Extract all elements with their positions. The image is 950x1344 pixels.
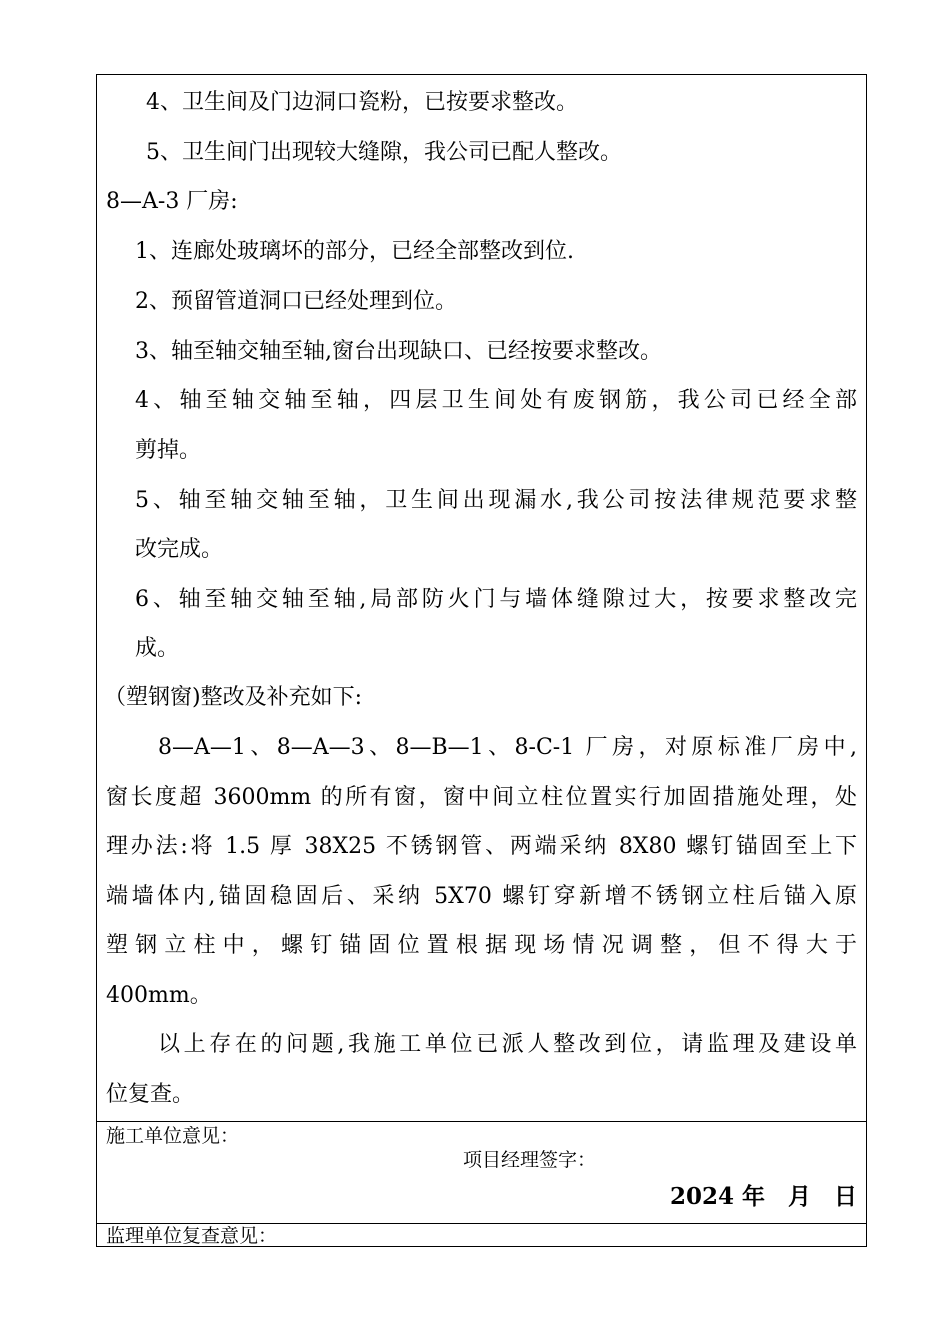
paragraph-line: 窗长度超 3600mm 的所有窗，窗中间立柱位置实行加固措施处理，处 [106, 785, 857, 810]
paragraph-line: 端墙体内,锚固稳固后、采纳 5X70 螺钉穿新增不锈钢立柱后锚入原 [106, 884, 857, 909]
paragraph-line: 以上存在的问题,我施工单位已派人整改到位，请监理及建设单 [158, 1032, 857, 1057]
paragraph-line: 8—A—1、8—A—3、8—B—1、8-C-1 厂房，对原标准厂房中, [158, 735, 857, 760]
paragraph-line: 5、卫生间门出现较大缝隙，我公司已配人整改。 [146, 140, 622, 165]
section-heading: 8—A-3 厂房: [106, 189, 238, 214]
section-divider [97, 1223, 866, 1224]
paragraph-line: 2、预留管道洞口已经处理到位。 [135, 289, 457, 314]
date-line: 2024 年 月 日 [669, 1183, 857, 1210]
paragraph-line: 3、轴至轴交轴至轴,窗台出现缺口、已经按要求整改。 [135, 339, 662, 364]
paragraph-line: 改完成。 [135, 537, 224, 562]
section-heading: （塑钢窗)整改及补充如下: [104, 685, 362, 710]
supervision-opinion-label: 监理单位复查意见： [106, 1225, 278, 1247]
paragraph-line: 塑钢立柱中，螺钉锚固位置根据现场情况调整，但不得大于 [106, 933, 857, 958]
signature-label: 项目经理签字： [463, 1149, 597, 1171]
paragraph-line: 理办法:将 1.5 厚 38X25 不锈钢管、两端采纳 8X80 螺钉锚固至上下 [106, 834, 857, 859]
paragraph-line: 剪掉。 [135, 438, 202, 463]
paragraph-line: 4、卫生间及门边洞口瓷粉，已按要求整改。 [146, 90, 578, 115]
paragraph-line: 4、轴至轴交轴至轴，四层卫生间处有废钢筋，我公司已经全部 [135, 388, 857, 413]
section-divider [97, 1121, 866, 1122]
paragraph-line: 6、轴至轴交轴至轴,局部防火门与墙体缝隙过大，按要求整改完 [135, 587, 857, 612]
construction-opinion-label: 施工单位意见： [106, 1125, 240, 1147]
paragraph-line: 1、连廊处玻璃坏的部分，已经全部整改到位. [135, 239, 574, 264]
paragraph-line: 位复查。 [106, 1082, 195, 1107]
paragraph-line: 400mm。 [106, 983, 212, 1008]
paragraph-line: 5、轴至轴交轴至轴，卫生间出现漏水,我公司按法律规范要求整 [135, 488, 857, 513]
paragraph-line: 成。 [135, 636, 180, 661]
